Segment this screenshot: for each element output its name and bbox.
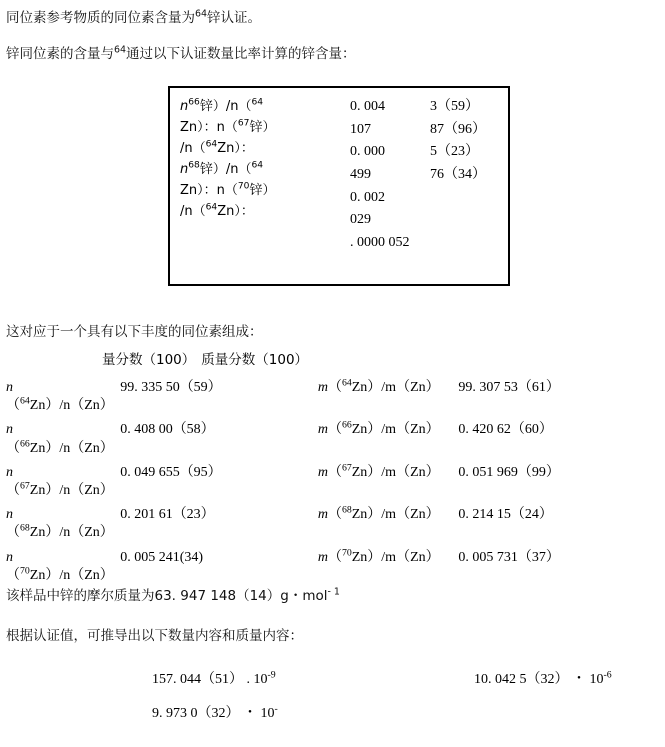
derived-amount-content: [152, 668, 276, 688]
ratio-expression-line-6: [180, 201, 348, 222]
derived-second-dot: ・: [243, 706, 257, 721]
row2-m-label: Zn）/m（Zn）: [351, 422, 440, 438]
row5-mass-value: 0. 005 731（37）: [458, 549, 560, 565]
row4-n-label: Zn）/n（Zn）: [29, 525, 114, 541]
ratio-expression-line-3: [180, 138, 348, 159]
abundance-table-headers: [102, 348, 656, 368]
p2-text-a: 锌同位素的含量与: [6, 46, 114, 62]
table-row: [6, 463, 656, 505]
derived-mass-value: 10. 042 5（32）: [474, 672, 569, 687]
row4-n-sup: 68: [20, 522, 30, 534]
row2-mass-symbol: m（$^{66}$Zn）/m（Zn）: [317, 419, 440, 438]
abundance-table: [6, 378, 656, 590]
row4-m-italic: m: [317, 507, 328, 523]
ratio-line6-tail: Zn）：: [217, 204, 254, 220]
ratio-line1-mid: ）/n（: [212, 99, 252, 114]
ratio-line4-sup2: 64: [251, 160, 264, 171]
ratio-line3-sup: 64: [205, 139, 218, 150]
row1-m-italic: m: [317, 380, 328, 395]
ratio-line3-text: /n（: [180, 141, 206, 157]
ratio-value-2: 107: [350, 121, 371, 137]
paragraph-abundance-intro: 这对应于一个具有以下丰度的同位素组成：: [6, 324, 263, 340]
table-row: [6, 548, 656, 590]
ratio-line1-sup1: 66: [188, 97, 200, 108]
ratio-uncertainty-4: 76（34）: [430, 167, 486, 183]
ratio-value-6: 029: [350, 212, 371, 228]
derived-mass-exponent: -6: [603, 669, 612, 681]
derived-second-value: [152, 702, 278, 722]
row3-n-sup: 67: [20, 480, 30, 492]
row1-amount-symbol: n（$^{64}$Zn）/n（Zn）: [6, 380, 114, 414]
row5-n-sup: 70: [20, 565, 30, 577]
derived-second-number: 9. 973 0（32）: [152, 706, 240, 721]
ratio-line4-sup1: 68: [188, 160, 200, 171]
row4-mass-value: 0. 214 15（24）: [458, 507, 553, 523]
ratio-line2-sup: 67: [237, 118, 250, 129]
certified-ratio-box: [168, 86, 510, 286]
ratio-line2-tail: 锌）: [249, 120, 276, 136]
row4-mass-symbol: m（$^{68}$Zn）/m（Zn）: [317, 504, 440, 523]
paragraph-isotope-reference: [6, 8, 646, 29]
p1-text-b: 锌认证。: [207, 10, 262, 26]
ratio-line2-text: Zn）：n（: [180, 120, 238, 136]
ratio-expression-line-5: [180, 180, 348, 201]
header-amount-fraction: 量分数（100）: [102, 352, 196, 368]
ratio-line1-el1: 锌: [199, 99, 213, 114]
ratio-line6-sup: 64: [205, 202, 218, 213]
ratio-value-7: . 0000 052: [350, 235, 410, 251]
ratio-line4-mid: ）/n（: [212, 162, 252, 178]
ratio-line3-tail: Zn）：: [217, 141, 254, 157]
header-mass-fraction: 质量分数（100）: [201, 352, 309, 368]
row2-amount-value: 0. 408 00（58）: [120, 422, 215, 438]
row2-n-sup: 66: [20, 437, 30, 449]
row3-m-italic: m: [317, 464, 328, 480]
ratio-value-3: 0. 000: [350, 144, 385, 160]
row3-amount-value: 0. 049 655（95）: [120, 464, 222, 480]
row4-amount-symbol: n（$^{68}$Zn）/n（Zn）: [6, 507, 114, 541]
row5-n-italic: n: [6, 549, 13, 565]
row4-amount-value: 0. 201 61（23）: [120, 507, 215, 523]
p2-superscript: 64: [114, 44, 127, 56]
p2-text-b: 通过以下认证数量比率计算的锌含量：: [126, 46, 356, 62]
ratio-expression-line-2: [180, 117, 348, 138]
ratio-uncertainty-2: 87（96）: [430, 121, 486, 137]
row3-m-label: Zn）/m（Zn）: [351, 464, 440, 480]
row4-m-label: Zn）/m（Zn）: [351, 507, 440, 523]
table-row: [6, 505, 656, 547]
ratio-uncertainty-3: 5（23）: [430, 144, 479, 160]
ratio-box-values-column: [350, 96, 428, 255]
ratio-line4-n: n: [180, 162, 189, 178]
row5-m-italic: m: [317, 549, 328, 565]
derived-mass-unit: 10: [589, 672, 604, 687]
row5-m-sup: 70: [341, 546, 352, 558]
derived-amount-value: 157. 044（51）: [152, 672, 243, 687]
ratio-box-expressions: [180, 96, 348, 222]
row5-amount-value: 0. 005 241(34): [120, 549, 204, 565]
row2-mass-value: 0. 420 62（60）: [458, 422, 553, 438]
ratio-box-uncertainty-column: [430, 96, 510, 187]
row1-n-sup: 64: [20, 395, 30, 407]
p1-text-a: 同位素参考物质的同位素含量为: [6, 10, 195, 26]
ratio-line1-n: n: [180, 99, 189, 114]
derived-second-unit: 10: [260, 706, 275, 721]
ratio-line5-tail: 锌）: [249, 183, 276, 199]
derived-mass-content: [474, 668, 612, 688]
ratio-expression-line-4: [180, 159, 348, 180]
row5-mass-symbol: m（$^{70}$Zn）/m（Zn）: [317, 546, 440, 565]
ratio-line6-text: /n（: [180, 204, 206, 220]
row2-n-italic: n: [6, 422, 13, 438]
row2-amount-symbol: n（$^{66}$Zn）/n（Zn）: [6, 422, 114, 456]
row1-m-sup: 64: [341, 377, 352, 389]
row2-n-label: Zn）/n（Zn）: [29, 440, 114, 456]
ratio-line5-text: Zn）：n（: [180, 183, 238, 199]
p4-superscript: - 1: [327, 586, 340, 598]
table-row: [6, 378, 656, 420]
ratio-value-1: 0. 004: [350, 99, 385, 114]
row1-n-label: Zn）/n（Zn）: [29, 398, 114, 414]
row3-amount-symbol: n（$^{67}$Zn）/n（Zn）: [6, 464, 114, 498]
table-row: [6, 420, 656, 462]
row1-mass-value: 99. 307 53（61）: [458, 380, 560, 395]
paragraph-zinc-ratio-intro: [6, 44, 646, 65]
row1-mass-symbol: m（$^{64}$Zn）/m（Zn）: [317, 377, 440, 395]
ratio-value-4: 499: [350, 167, 371, 183]
row1-amount-value: 99. 335 50（59）: [120, 380, 222, 395]
row5-m-label: Zn）/m（Zn）: [351, 549, 440, 565]
ratio-expression-line-1: [180, 96, 348, 117]
row3-n-label: Zn）/n（Zn）: [29, 482, 114, 498]
paragraph-derived-values-intro: 根据认证值，可推导出以下数量内容和质量内容：: [6, 628, 303, 644]
row3-mass-value: 0. 051 969（99）: [458, 464, 560, 480]
ratio-line1-sup2: 64: [251, 97, 264, 108]
ratio-value-5: 0. 002: [350, 189, 385, 205]
row5-amount-symbol: n（$^{70}$Zn）/n（Zn）: [6, 549, 114, 583]
derived-mass-dot: ・: [572, 672, 586, 687]
row2-m-italic: m: [317, 422, 328, 438]
derived-amount-exponent: -9: [267, 669, 276, 681]
derived-second-exponent: -: [274, 703, 278, 715]
row3-mass-symbol: m（$^{67}$Zn）/m（Zn）: [317, 462, 440, 480]
abundance-table-block: [6, 348, 656, 590]
row4-m-sup: 68: [341, 504, 352, 516]
p1-superscript: 64: [195, 8, 208, 20]
ratio-line5-sup: 70: [237, 181, 250, 192]
row1-n-italic: n: [6, 380, 13, 395]
row3-n-italic: n: [6, 464, 13, 480]
row2-m-sup: 66: [341, 419, 352, 431]
paragraph-molar-mass: [6, 586, 651, 607]
row3-m-sup: 67: [341, 462, 352, 474]
row4-n-italic: n: [6, 507, 13, 523]
p4-text: 该样品中锌的摩尔质量为63. 947 148（14）g・mol: [6, 588, 328, 604]
derived-amount-unit: . 10: [246, 672, 268, 687]
ratio-uncertainty-1: 3（59）: [430, 99, 479, 114]
row5-n-label: Zn）/n（Zn）: [29, 567, 114, 583]
row1-m-label: Zn）/m（Zn）: [351, 380, 440, 395]
ratio-line4-el1: 锌: [199, 162, 213, 178]
